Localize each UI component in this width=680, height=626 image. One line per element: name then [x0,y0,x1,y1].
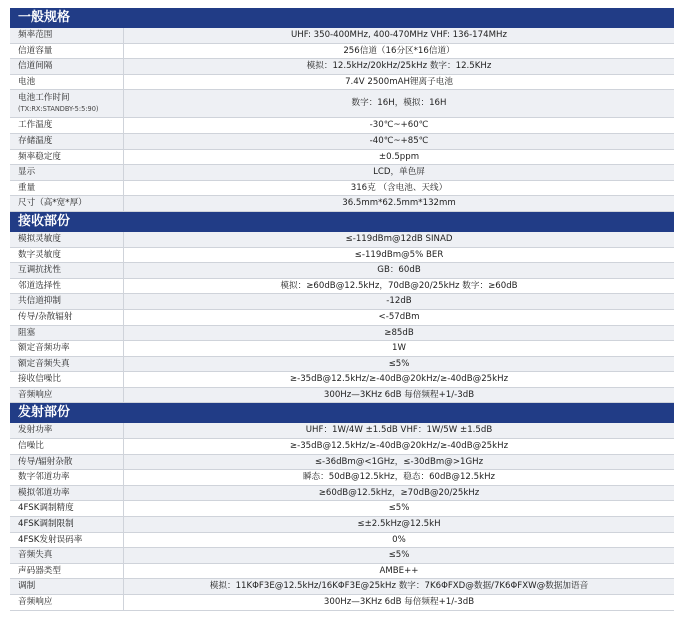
spec-row [10,470,674,486]
section-rows [10,423,674,610]
spec-row [10,595,674,611]
spec-label-text: 4FSK调制限制 [18,519,74,530]
spec-value: ≤-36dBm@<1GHz，≤-30dBm@>1GHz [314,456,484,467]
spec-label-text: 音频失真 [18,550,53,561]
spec-label-text: 传导/杂散辐射 [18,311,73,322]
spec-row [10,310,674,326]
spec-label-text: 信噪比 [18,441,44,452]
spec-label-text: 4FSK发射误码率 [18,534,83,545]
spec-row [10,517,674,533]
spec-label-text: 共信道抑制 [18,296,61,307]
spec-label-text: 4FSK调制精度 [18,503,74,514]
spec-label [10,294,124,309]
spec-value: <-57dBm [378,311,420,322]
spec-label [10,470,124,485]
spec-row [10,548,674,564]
spec-label-text: 尺寸（高*宽*厚） [18,198,87,209]
spec-value: ≤5% [388,550,410,561]
spec-label [10,579,124,594]
spec-label-text: 数字灵敏度 [18,249,61,260]
spec-value: 模拟：11KΦF3E@12.5kHz/16KΦF3E@25kHz 数字：7K6ΦFXD@数据/7K6ΦFXW@数据加语音 [209,581,589,592]
spec-row [10,564,674,580]
spec-value: 300Hz—3KHz 6dB 每倍频程+1/-3dB [323,389,475,400]
section-receive [10,212,674,404]
spec-row [10,439,674,455]
spec-label [10,372,124,387]
spec-label-text: 显示 [18,167,36,178]
spec-value: ≥-35dB@12.5kHz/≥-40dB@20kHz/≥-40dB@25kHz [289,374,509,385]
section-transmit [10,403,674,610]
spec-label [10,44,124,59]
spec-label [10,439,124,454]
spec-label-text: 数字邻道功率 [18,472,70,483]
spec-value: 0% [392,534,406,545]
spec-label-subtext: (TX:RX:STANDBY-5:5:90) [18,105,99,114]
spec-row [10,326,674,342]
spec-row [10,196,674,212]
spec-label-text: 接收信噪比 [18,374,61,385]
spec-label [10,326,124,341]
spec-label [10,75,124,90]
spec-label [10,533,124,548]
spec-label [10,196,124,211]
section-header: 接收部份 [10,212,674,232]
spec-label-text: 邻道选择性 [18,280,61,291]
spec-value: 瞬态：50dB@12.5kHz，稳态：60dB@12.5kHz [302,472,496,483]
spec-label [10,341,124,356]
spec-label [10,388,124,403]
spec-label [10,423,124,438]
spec-label-text: 发射功率 [18,425,53,436]
spec-row [10,134,674,150]
spec-row [10,455,674,471]
spec-value: ≤-119dBm@5% BER [354,249,444,260]
spec-label-text: 电池工作时间 [18,93,70,104]
spec-label [10,564,124,579]
spec-label [10,28,124,43]
spec-label-text: 频率稳定度 [18,151,61,162]
spec-label [10,357,124,372]
spec-row [10,501,674,517]
spec-label-text: 重量 [18,182,36,193]
spec-row [10,486,674,502]
spec-label-text: 额定音频失真 [18,358,70,369]
spec-row [10,59,674,75]
spec-label [10,150,124,165]
spec-value: ≤-119dBm@12dB SINAD [345,233,453,244]
spec-label [10,279,124,294]
spec-label [10,59,124,74]
spec-row [10,388,674,404]
spec-row [10,118,674,134]
spec-label [10,232,124,247]
spec-row [10,75,674,91]
spec-row [10,165,674,181]
spec-label-text: 信道容量 [18,45,53,56]
spec-row [10,341,674,357]
spec-row [10,372,674,388]
spec-value: LCD，单色屏 [373,167,425,178]
spec-value: ≥85dB [384,327,414,338]
spec-row [10,294,674,310]
spec-label-text: 传导/辐射杂散 [18,456,73,467]
spec-row [10,90,674,118]
spec-row [10,357,674,373]
spec-value: GB：60dB [377,265,421,276]
spec-label-text: 调制 [18,581,36,592]
spec-row [10,263,674,279]
spec-value: AMBE++ [379,565,419,576]
section-rows [10,232,674,404]
spec-row [10,150,674,166]
spec-label [10,118,124,133]
spec-label-text: 音频响应 [18,389,53,400]
spec-row [10,579,674,595]
spec-label-text: 声码器类型 [18,565,61,576]
spec-label-text: 阻塞 [18,327,36,338]
spec-label-text: 模拟灵敏度 [18,233,61,244]
spec-value: ≥-35dB@12.5kHz/≥-40dB@20kHz/≥-40dB@25kHz [289,441,509,452]
section-general [10,8,674,212]
section-header: 一般规格 [10,8,674,28]
spec-label [10,455,124,470]
spec-row [10,279,674,295]
spec-label [10,517,124,532]
spec-value: UHF: 350-400MHz, 400-470MHz VHF: 136-174MHz [291,30,507,40]
spec-value: ±0.5ppm [378,151,420,162]
spec-value: 数字：16H，模拟：16H [351,98,447,109]
spec-label [10,165,124,180]
section-header: 发射部份 [10,403,674,423]
spec-label-text: 信道间隔 [18,61,53,72]
spec-row [10,248,674,264]
spec-value: 1W [392,343,406,354]
spec-value: ≤5% [388,358,410,369]
spec-label-text: 频率范围 [18,30,53,40]
spec-value: 256信道（16分区*16信道） [343,45,455,56]
spec-label [10,486,124,501]
spec-row [10,232,674,248]
spec-value: 300Hz—3KHz 6dB 每倍频程+1/-3dB [323,597,475,607]
spec-label-text: 存储温度 [18,135,53,146]
spec-label-text: 电池 [18,76,36,87]
spec-value: ≤5% [388,503,410,514]
spec-value: -12dB [386,296,412,307]
spec-value: 36.5mm*62.5mm*132mm [342,198,456,209]
spec-value: 316克 （含电池、天线） [350,182,448,193]
spec-label [10,181,124,196]
spec-value: ≥60dB@12.5kHz，≥70dB@20/25kHz [318,487,480,498]
spec-label [10,263,124,278]
spec-label [10,134,124,149]
spec-label [10,548,124,563]
spec-label [10,595,124,610]
spec-value: UHF：1W/4W ±1.5dB VHF：1W/5W ±1.5dB [305,425,493,436]
spec-value: 7.4V 2500mAH锂离子电池 [345,76,453,87]
spec-label-text: 工作温度 [18,120,53,131]
spec-label [10,501,124,516]
spec-value: -40℃~+85℃ [369,135,429,146]
spec-row [10,28,674,44]
spec-label-text: 音频响应 [18,597,53,607]
spec-value: 模拟：12.5kHz/20kHz/25kHz 数字：12.5KHz [306,61,492,72]
spec-label-text: 额定音频功率 [18,343,70,354]
spec-value: 模拟：≥60dB@12.5kHz，70dB@20/25kHz 数字：≥60dB [280,280,518,291]
spec-label [10,248,124,263]
spec-sheet [10,0,674,611]
spec-label-text: 模拟邻道功率 [18,487,70,498]
spec-label [10,90,124,117]
spec-row [10,423,674,439]
spec-label [10,310,124,325]
spec-value: ≤±2.5kHz@12.5kH [357,519,441,530]
spec-value: -30℃~+60℃ [369,120,429,131]
section-rows [10,28,674,212]
spec-row [10,44,674,60]
spec-row [10,181,674,197]
spec-row [10,533,674,549]
spec-label-text: 互调抗扰性 [18,265,61,276]
